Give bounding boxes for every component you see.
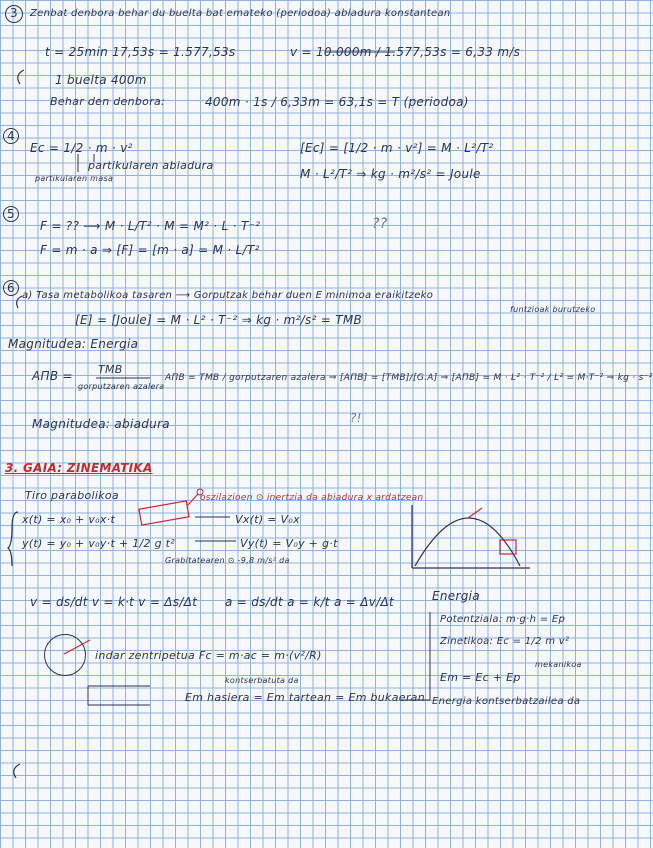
section-3-lap: 1 buelta 400m: [55, 73, 147, 87]
section-6-lhs: AΠB =: [32, 369, 73, 383]
conserve-equation: Em hasiera = Em tartean = Em bukaeran: [185, 691, 425, 704]
section-4-particle-mass: partikularen masa: [35, 174, 114, 183]
section-5-line1: F = ?? ⟶ M · L/T² · M = M² · L · T⁻²: [40, 219, 261, 233]
section-4-dims1: [Ec] = [1/2 · m · v²] = M · L²/T²: [300, 141, 494, 155]
section-6-line-c: AΠB = TMB / gorputzaren azalera ⇒ [AΠB] = [TMB]/[G.A] ⇒ [AΠB] = M · L² · T⁻² / L² = M·T⁻² ⇒ kg · s⁻²: [165, 373, 653, 383]
vx-equation: Vx(t) = V₀x: [235, 513, 300, 526]
speed-definitions: v = ds/dt v = k·t v = Δs/Δt: [30, 595, 198, 609]
conservation-statement: Energia kontserbatzailea da: [432, 696, 581, 707]
x-equation: x(t) = x₀ + v₀x·t: [22, 513, 116, 526]
circle-note: indar zentripetua Fc = m·ac = m·(v²/R): [95, 649, 322, 662]
section-6-answer-mark: ?!: [350, 411, 362, 425]
y-equation: y(t) = y₀ + v₀y·t + 1/2 g t²: [22, 537, 175, 550]
section-6-number: 6: [7, 281, 15, 295]
section-3-result-label: Behar den denbora:: [50, 95, 166, 108]
energy-mech-note: mekanikoa: [535, 660, 582, 669]
section-6-frac-bottom: gorputzaren azalera: [78, 382, 165, 391]
energy-mechanical: Em = Ec + Ep: [440, 671, 521, 684]
section-3-prompt: Zenbat denbora behar du buelta bat emateko (periodoa) abiadura konstantean: [30, 8, 451, 19]
energy-title: Energia: [432, 589, 480, 603]
section-3-given: t = 25min 17,53s = 1.577,53s: [45, 45, 236, 59]
energy-kinetic: Zinetikoa: Ec = 1/2 m v²: [440, 636, 570, 647]
energy-potential: Potentziala: m·g·h = Ep: [440, 614, 566, 625]
section-5-number: 5: [7, 207, 15, 221]
section-6-annotation-right: funtzioak burutzeko: [510, 305, 596, 314]
section-3-result: 400m · 1s / 6,33m = 63,1s = T (periodoa): [205, 95, 469, 109]
section-6-magnitude-2: Magnitudea: abiadura: [32, 417, 170, 431]
conserve-note: kontserbatuta da: [225, 676, 299, 685]
section-5-line2: F = m · a ⇒ [F] = [m · a] = M · L/T²: [40, 243, 260, 257]
accel-definitions: a = ds/dt a = k/t a = Δv/Δt: [225, 595, 395, 609]
gravity-note: Grabitatearen ⊙ -9,8 m/s² da: [165, 556, 290, 565]
section-4-formula: Ec = 1/2 · m · v²: [30, 141, 133, 155]
section-4-number: 4: [7, 129, 15, 143]
section-3-number: 3: [10, 6, 18, 20]
red-note: oszilazioen ⊙ inertzia da abiadura x ardatzean: [200, 493, 424, 503]
section-6-line-a: a) Tasa metabolikoa tasaren ⟶ Gorputzak behar duen E minimoa eraikitzeko: [22, 290, 434, 301]
section-6-line-b: [E] = [Joule] = M · L² · T⁻² ⇒ kg · m²/s² = TMB: [75, 313, 363, 327]
section-3-speed: v = 10.000m / 1.577,53s = 6,33 m/s: [290, 45, 521, 59]
vy-equation: Vy(t) = V₀y + g·t: [240, 537, 338, 550]
section-4-particle-speed: partikularen abiadura: [88, 159, 214, 172]
chapter-title: 3. GAIA: ZINEMATIKA: [5, 461, 153, 475]
section-4-dims2: M · L²/T² ⇒ kg · m²/s² = Joule: [300, 167, 481, 181]
section-5-annotation: ??: [372, 216, 388, 232]
section-6-frac-top: TMB: [98, 363, 123, 376]
projectile-label: Tiro parabolikoa: [25, 489, 119, 502]
section-6-magnitude-1: Magnitudea: Energia: [8, 337, 139, 351]
